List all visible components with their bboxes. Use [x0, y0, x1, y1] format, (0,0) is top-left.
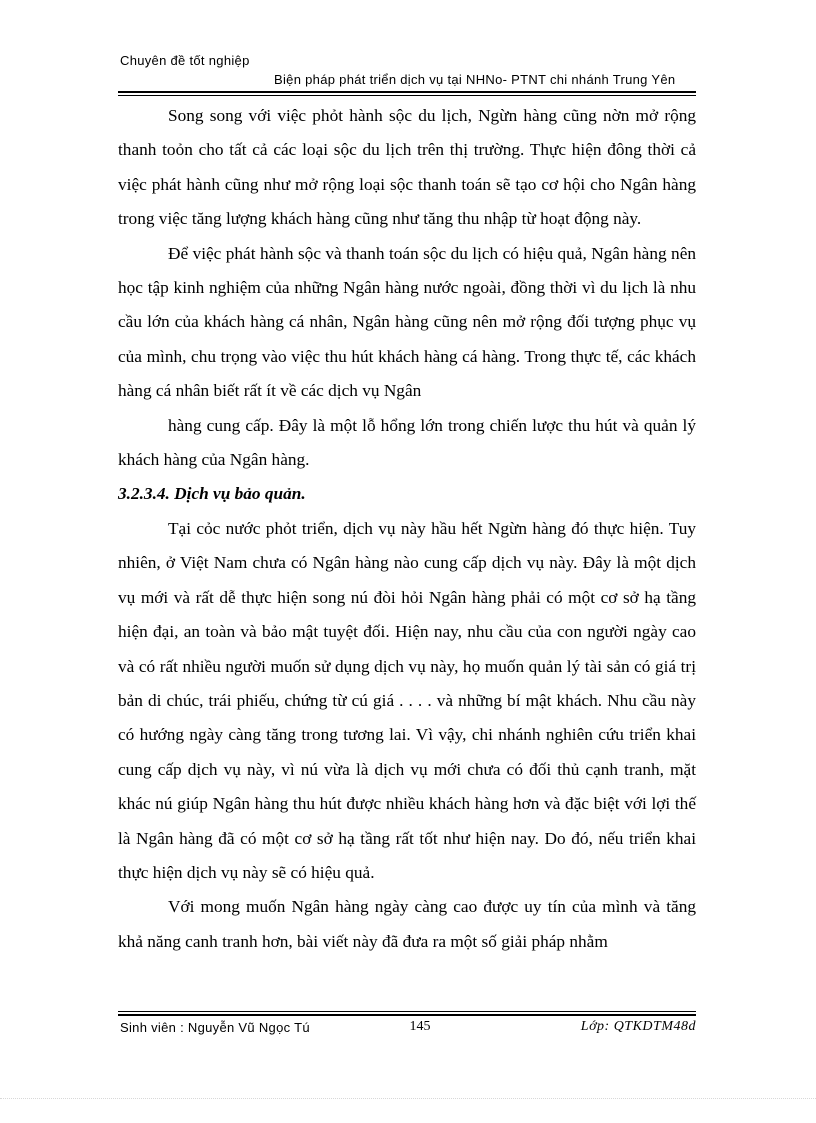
section-heading: 3.2.3.4. Dịch vụ bảo quản. [118, 484, 306, 504]
header-rule-thin [118, 95, 696, 96]
paragraph-1: Song song với việc phỏt hành sộc du lịch, Ngừn hàng cũng nờn mở rộng thanh toỏn cho tất cả các loại sộc du lịch trên thị trường. Thực hiện đông thời cả việc phát hành cũng như mở rộng loại sộc thanh toán sẽ tạo cơ hội cho Ngân hàng trong việc tăng lượng khách hàng cũng như tăng thu nhập từ hoạt động này. [118, 106, 696, 229]
footer-rule [118, 1014, 696, 1016]
header-rule [118, 91, 696, 93]
footer-rule-thin [118, 1011, 696, 1012]
paragraph-4: Tại cỏc nước phỏt triển, dịch vụ này hầu hết Ngừn hàng đó thực hiện. Tuy nhiên, ở Việt Nam chưa có Ngân hàng nào cung cấp dịch vụ này. Đây là một dịch vụ mới và rất dễ thực hiện song nú đòi hỏi Ngân hàng phải có một cơ sở hạ tầng hiện đại, an toàn và bảo mật tuyệt đối. Hiện nay, nhu cầu của con người ngày cao và có rất nhiều người muốn sử dụng dịch vụ này, họ muốn quản lý tài sản có giá trị bản di chúc, trái phiếu, chứng từ cú giá . . . . và những bí mật khách. Nhu cầu này có hướng ngày càng tăng trong tương lai. Vì vậy, chi nhánh nghiên cứu triển khai cung cấp dịch vụ này, vì nú vừa là dịch vụ mới chưa có đối thủ cạnh tranh, mặt khác nú giúp Ngân hàng thu hút được nhiều khách hàng hơn và đặc biệt với lợi thế là Ngân hàng đã có một cơ sở hạ tầng rất tốt như hiện nay. Do đó, nếu triển khai thực hiện dịch vụ này sẽ có hiệu quả. [118, 518, 696, 882]
header-subtitle: Biện pháp phát triển dịch vụ tại NHNo- PTNT chi nhánh Trung Yên [274, 72, 676, 87]
page-body [118, 99, 696, 959]
page-number: 145 [409, 1019, 431, 1034]
page-edge-divider [0, 1098, 816, 1099]
footer-student: Sinh viên : Nguyễn Vũ Ngọc Tú [120, 1020, 310, 1035]
header-title: Chuyên đề tốt nghiệp [120, 53, 250, 68]
footer-class: Lớp: QTKDTM48d [580, 1019, 696, 1034]
paragraph-3: hàng cung cấp. Đây là một lỗ hổng lớn trong chiến lược thu hút và quản lý khách hàng của Ngân hàng. [118, 415, 696, 470]
paragraph-2: Để việc phát hành sộc và thanh toán sộc du lịch có hiệu quả, Ngân hàng nên học tập kinh nghiệm của những Ngân hàng nước ngoài, đồng thời vì du lịch là nhu cầu lớn của khách hàng cá nhân, Ngân hàng cũng nên mở rộng đối tượng phục vụ của mình, chu trọng vào việc thu hút khách hàng cá hàng. Trong thực tế, các khách hàng cá nhân biết rất ít về các dịch vụ Ngân [118, 243, 696, 401]
paragraph-5: Với mong muốn Ngân hàng ngày càng cao được uy tín của mình và tăng khả năng canh tranh hơn, bài viết này đã đưa ra một số giải pháp nhằm [118, 897, 696, 951]
